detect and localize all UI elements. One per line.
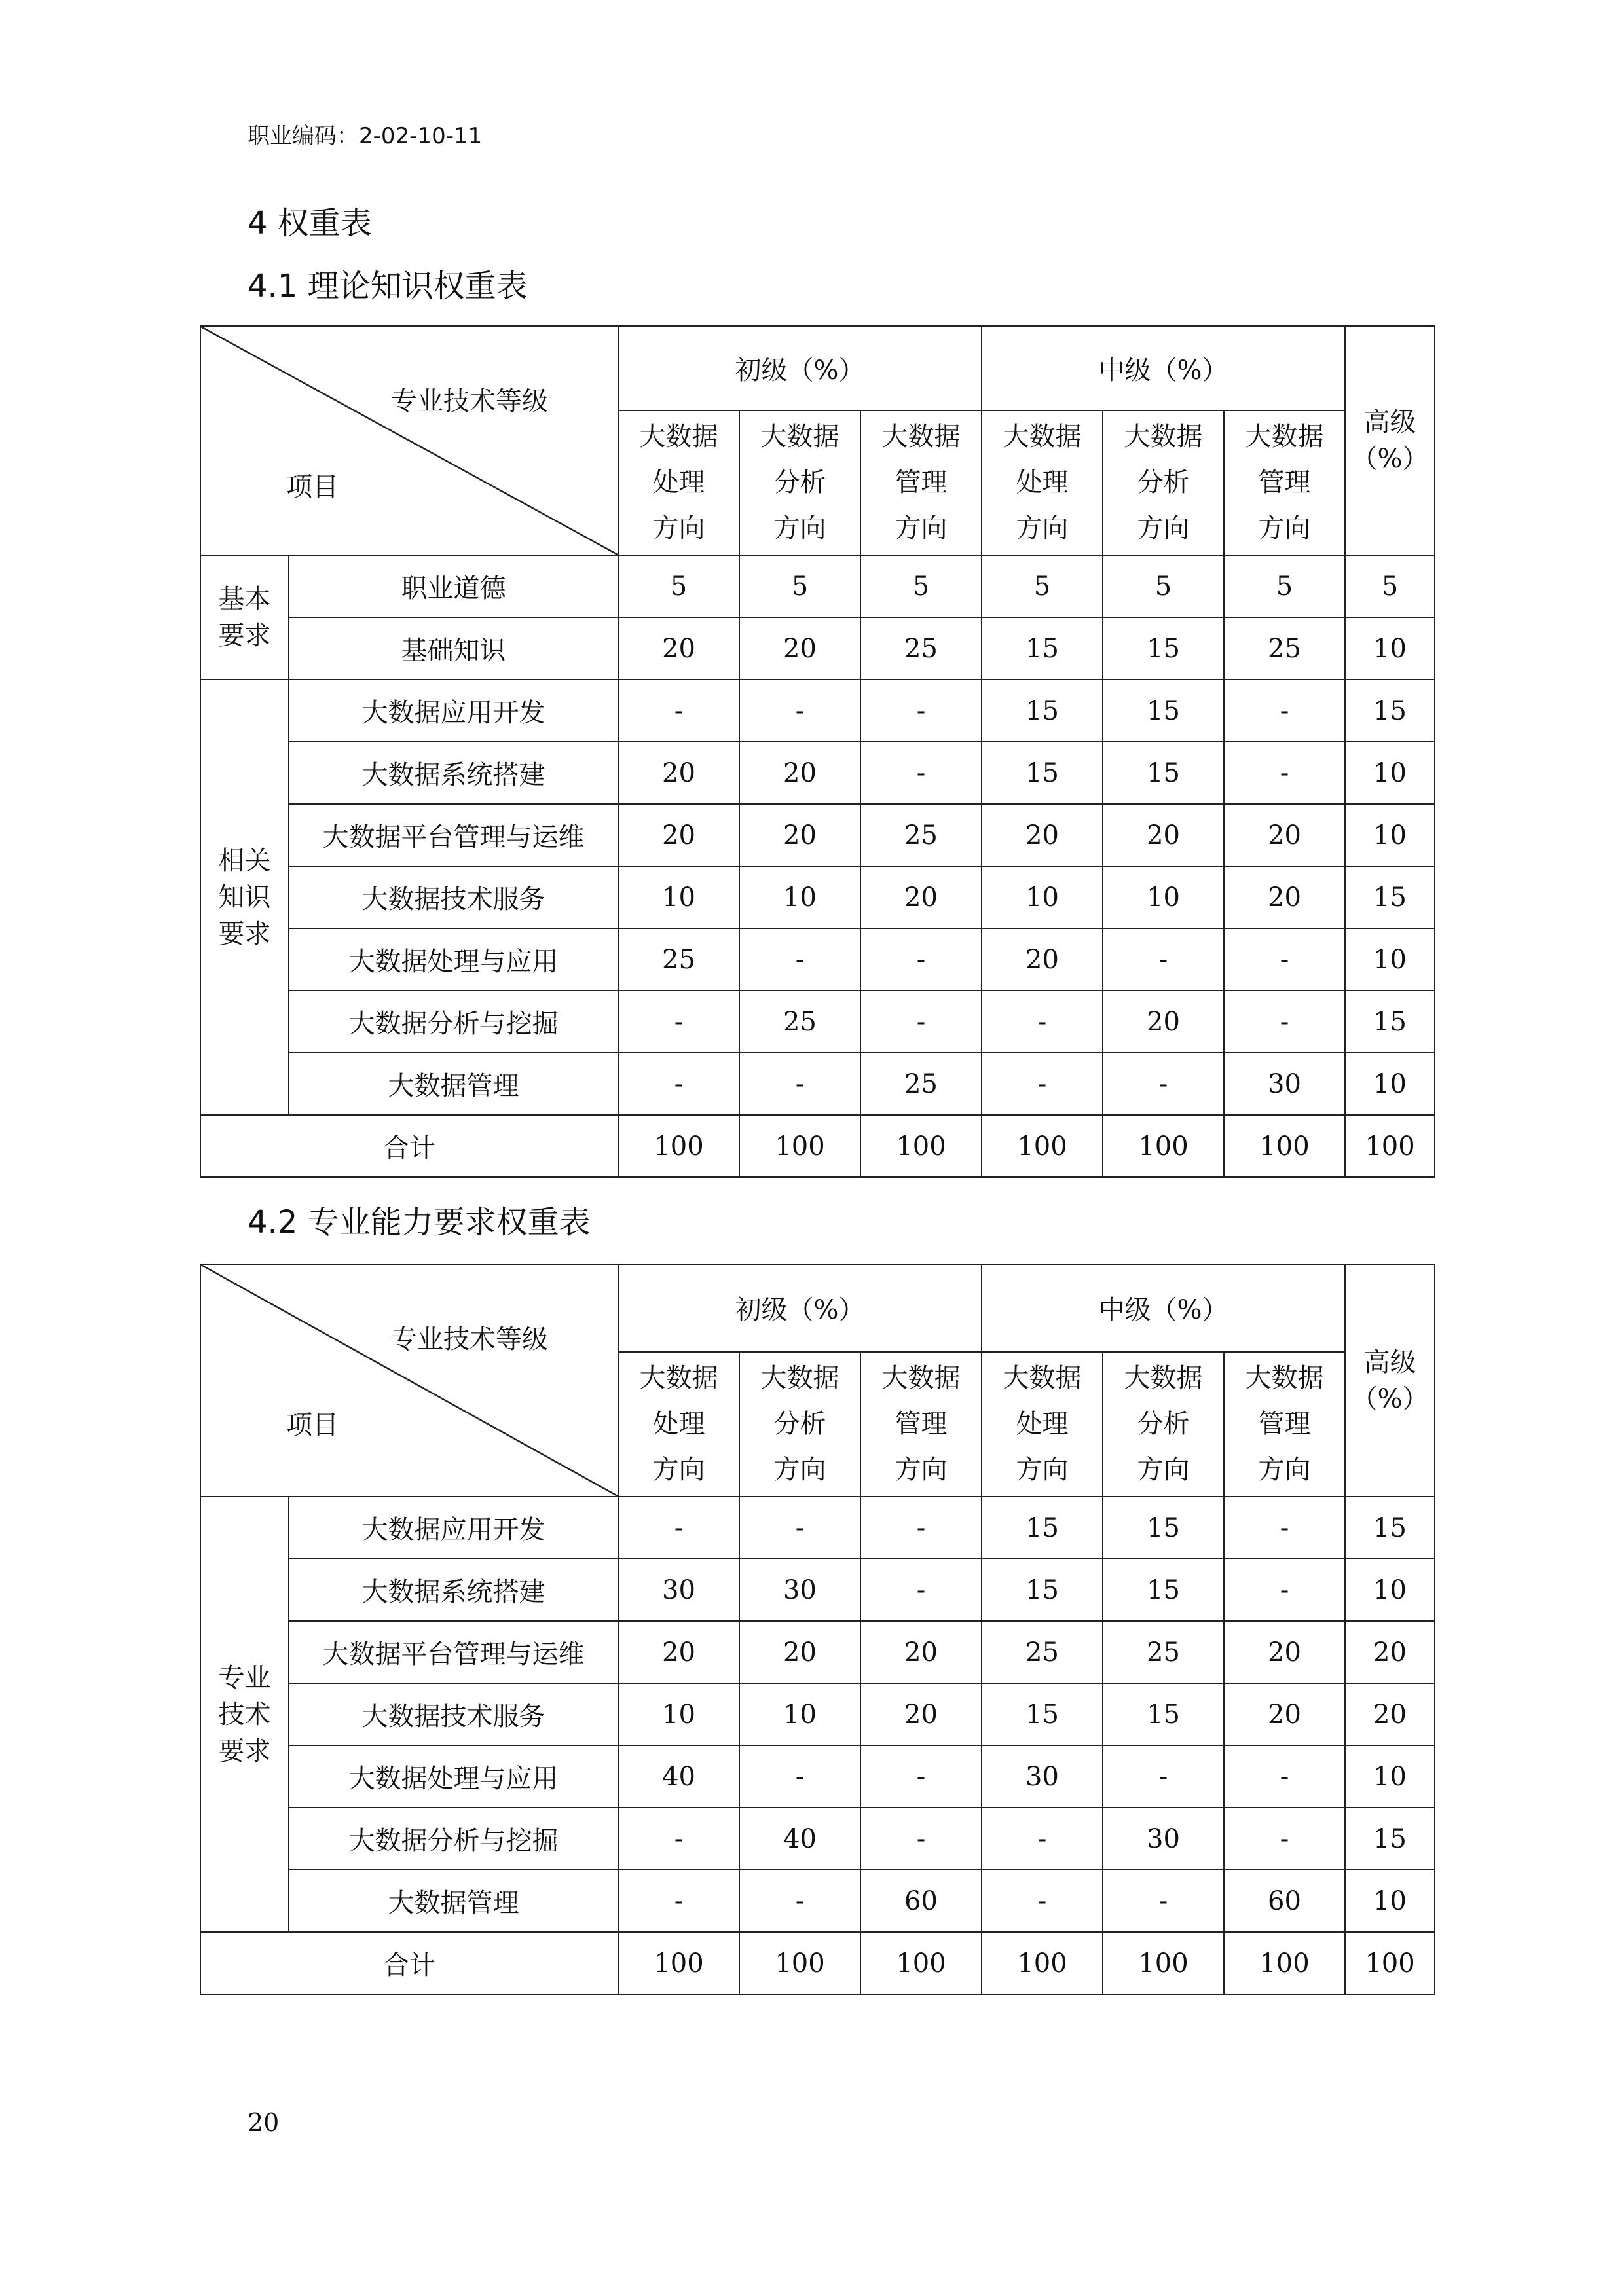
direction-header-line: 处理	[1016, 1409, 1069, 1440]
group-header-advanced	[1345, 326, 1435, 555]
diag-label-level: 专业技术等级	[391, 386, 548, 416]
table-row	[200, 1497, 1435, 1559]
total-row	[200, 1932, 1435, 1994]
row-item: 大数据平台管理与运维	[289, 804, 618, 866]
weight-cell: 20	[739, 804, 860, 866]
section-label-line: 要求	[218, 621, 271, 651]
direction-header	[982, 1352, 1103, 1497]
row-item: 大数据管理	[289, 1053, 618, 1115]
weight-cell: 60	[1224, 1870, 1345, 1932]
theory-knowledge-weight-table	[200, 325, 1435, 1178]
weight-cell: 30	[982, 1745, 1103, 1808]
direction-header-line: 大数据	[639, 422, 718, 452]
weight-cell: 20	[1103, 991, 1224, 1053]
weight-cell: -	[982, 1053, 1103, 1115]
direction-header	[1224, 410, 1345, 555]
direction-header-line: 方向	[1258, 513, 1311, 544]
row-item: 大数据系统搭建	[289, 742, 618, 804]
weight-cell: 25	[982, 1621, 1103, 1683]
section-label-line: 专业	[218, 1662, 271, 1693]
direction-header-line: 方向	[652, 513, 705, 544]
direction-header-line: 分析	[773, 1409, 826, 1440]
table-row	[200, 1808, 1435, 1870]
diag-label-level: 专业技术等级	[391, 1324, 548, 1355]
total-cell: 100	[1345, 1115, 1435, 1177]
weight-cell: -	[860, 991, 982, 1053]
direction-header-line: 方向	[1258, 1455, 1311, 1485]
weight-cell: 25	[1103, 1621, 1224, 1683]
direction-header	[1224, 1352, 1345, 1497]
weight-cell: -	[1224, 680, 1345, 742]
weight-cell: 20	[860, 1621, 982, 1683]
weight-cell: 20	[618, 804, 739, 866]
weight-cell: -	[739, 1497, 860, 1559]
direction-header-line: 大数据	[760, 1363, 840, 1394]
total-cell: 100	[1345, 1932, 1435, 1994]
direction-header-line: 处理	[652, 467, 705, 498]
table-row	[200, 1053, 1435, 1115]
row-item: 大数据分析与挖掘	[289, 1808, 618, 1870]
weight-cell: 25	[739, 991, 860, 1053]
total-label: 合计	[200, 1115, 618, 1177]
weight-cell: 15	[1103, 617, 1224, 680]
weight-cell: -	[618, 1497, 739, 1559]
weight-cell: 40	[618, 1745, 739, 1808]
weight-cell: 20	[860, 866, 982, 928]
weight-cell: -	[1103, 1745, 1224, 1808]
weight-cell: 20	[982, 804, 1103, 866]
group-header-junior: 初级（%）	[618, 1264, 982, 1352]
weight-cell: -	[982, 1870, 1103, 1932]
weight-cell: 15	[1103, 1559, 1224, 1621]
weight-cell: 30	[739, 1559, 860, 1621]
weight-cell: 25	[1224, 617, 1345, 680]
weight-cell: 15	[982, 1497, 1103, 1559]
weight-cell: 5	[1345, 555, 1435, 617]
weight-cell: 15	[982, 680, 1103, 742]
section-label-line: 相关	[218, 845, 271, 876]
table-row	[200, 1870, 1435, 1932]
weight-cell: 15	[1103, 742, 1224, 804]
direction-header-line: 处理	[652, 1409, 705, 1440]
weight-cell: 25	[860, 617, 982, 680]
weight-cell: -	[1224, 991, 1345, 1053]
weight-cell: 60	[860, 1870, 982, 1932]
direction-header	[860, 1352, 982, 1497]
table-row	[200, 1683, 1435, 1745]
direction-header-line: 大数据	[1124, 422, 1203, 452]
section-label	[200, 1497, 289, 1932]
diagonal-line	[201, 1265, 618, 1496]
weight-cell: 20	[860, 1683, 982, 1745]
weight-cell: 30	[1224, 1053, 1345, 1115]
weight-cell: 10	[1345, 1745, 1435, 1808]
advanced-unit: （%）	[1351, 444, 1429, 474]
weight-cell: 15	[1345, 680, 1435, 742]
weight-cell: -	[860, 680, 982, 742]
weight-cell: 10	[618, 1683, 739, 1745]
direction-header-line: 方向	[1137, 513, 1190, 544]
section-title: 4 权重表	[248, 205, 372, 242]
weight-cell: 5	[860, 555, 982, 617]
total-cell: 100	[860, 1115, 982, 1177]
direction-header-line: 方向	[1016, 1455, 1069, 1485]
weight-cell: 15	[1345, 1808, 1435, 1870]
direction-header-line: 分析	[773, 467, 826, 498]
direction-header-line: 方向	[773, 1455, 826, 1485]
total-row	[200, 1115, 1435, 1177]
total-cell: 100	[618, 1115, 739, 1177]
weight-cell: 15	[982, 1559, 1103, 1621]
weight-cell: 20	[1224, 866, 1345, 928]
row-item: 大数据处理与应用	[289, 1745, 618, 1808]
direction-header-line: 方向	[895, 1455, 948, 1485]
weight-cell: 15	[1345, 866, 1435, 928]
weight-cell: 15	[982, 1683, 1103, 1745]
direction-header-line: 方向	[1016, 513, 1069, 544]
total-cell: 100	[1103, 1115, 1224, 1177]
direction-header-line: 大数据	[1003, 1363, 1082, 1394]
weight-cell: 25	[860, 804, 982, 866]
weight-cell: 20	[618, 617, 739, 680]
weight-cell: 20	[739, 742, 860, 804]
table-row	[200, 804, 1435, 866]
group-header-intermediate: 中级（%）	[982, 1264, 1345, 1352]
direction-header-line: 分析	[1137, 1409, 1190, 1440]
table-row	[200, 680, 1435, 742]
weight-cell: 15	[1345, 991, 1435, 1053]
row-item: 大数据应用开发	[289, 680, 618, 742]
weight-cell: -	[739, 928, 860, 991]
weight-cell: -	[618, 1808, 739, 1870]
direction-header	[618, 410, 739, 555]
table-row	[200, 617, 1435, 680]
direction-header-line: 大数据	[1245, 422, 1324, 452]
weight-cell: -	[739, 680, 860, 742]
weight-cell: 30	[618, 1559, 739, 1621]
weight-cell: -	[1103, 928, 1224, 991]
weight-cell: 15	[1103, 1497, 1224, 1559]
direction-header-line: 方向	[773, 513, 826, 544]
direction-header-line: 方向	[652, 1455, 705, 1485]
direction-header-line: 方向	[895, 513, 948, 544]
total-cell: 100	[860, 1932, 982, 1994]
row-item: 大数据平台管理与运维	[289, 1621, 618, 1683]
diagonal-header-cell	[200, 1264, 618, 1497]
direction-header-line: 大数据	[760, 422, 840, 452]
total-cell: 100	[618, 1932, 739, 1994]
group-header-intermediate: 中级（%）	[982, 326, 1345, 410]
professional-ability-weight-table	[200, 1264, 1435, 1995]
page-number: 20	[248, 2108, 280, 2137]
direction-header-line: 大数据	[639, 1363, 718, 1394]
weight-cell: 15	[1345, 1497, 1435, 1559]
direction-header-line: 大数据	[1245, 1363, 1324, 1394]
diag-label-item: 项目	[286, 472, 339, 502]
row-item: 大数据分析与挖掘	[289, 991, 618, 1053]
weight-cell: 20	[1345, 1621, 1435, 1683]
section-label-line: 知识	[218, 882, 271, 913]
weight-cell: 10	[1345, 928, 1435, 991]
weight-cell: 10	[739, 866, 860, 928]
weight-cell: -	[860, 928, 982, 991]
weight-cell: 10	[1345, 1870, 1435, 1932]
weight-cell: 5	[1224, 555, 1345, 617]
table-row	[200, 866, 1435, 928]
direction-header	[739, 1352, 860, 1497]
table2-title: 4.2 专业能力要求权重表	[248, 1204, 591, 1241]
weight-cell: 10	[1345, 804, 1435, 866]
weight-cell: -	[618, 1870, 739, 1932]
row-item: 大数据技术服务	[289, 866, 618, 928]
table-row	[200, 1621, 1435, 1683]
total-cell: 100	[1103, 1932, 1224, 1994]
weight-cell: 15	[982, 742, 1103, 804]
table-row	[200, 555, 1435, 617]
weight-cell: -	[1103, 1870, 1224, 1932]
weight-cell: 40	[739, 1808, 860, 1870]
total-cell: 100	[739, 1115, 860, 1177]
weight-cell: -	[1224, 1497, 1345, 1559]
weight-cell: 25	[860, 1053, 982, 1115]
weight-cell: 20	[982, 928, 1103, 991]
direction-header	[739, 410, 860, 555]
table-row	[200, 991, 1435, 1053]
weight-cell: 5	[982, 555, 1103, 617]
table-row	[200, 1745, 1435, 1808]
weight-cell: 5	[739, 555, 860, 617]
weight-cell: 15	[982, 617, 1103, 680]
table-row	[200, 1559, 1435, 1621]
row-item: 基础知识	[289, 617, 618, 680]
weight-cell: 20	[739, 617, 860, 680]
diag-label-item: 项目	[286, 1410, 339, 1440]
direction-header-line: 处理	[1016, 467, 1069, 498]
weight-cell: -	[860, 1745, 982, 1808]
weight-cell: 5	[618, 555, 739, 617]
section-label	[200, 680, 289, 1115]
row-item: 大数据应用开发	[289, 1497, 618, 1559]
advanced-unit: （%）	[1351, 1383, 1429, 1414]
direction-header-line: 管理	[895, 1409, 948, 1440]
occupation-code: 职业编码：2-02-10-11	[248, 123, 483, 149]
weight-cell: 10	[1345, 617, 1435, 680]
section-label-line: 要求	[218, 919, 271, 949]
header-row-groups	[200, 326, 1435, 410]
direction-header	[1103, 1352, 1224, 1497]
weight-cell: 20	[618, 1621, 739, 1683]
direction-header-line: 分析	[1137, 467, 1190, 498]
weight-cell: 10	[618, 866, 739, 928]
total-cell: 100	[982, 1932, 1103, 1994]
direction-header	[618, 1352, 739, 1497]
row-item: 大数据技术服务	[289, 1683, 618, 1745]
diagonal-line	[201, 327, 618, 555]
total-cell: 100	[1224, 1932, 1345, 1994]
table-row	[200, 928, 1435, 991]
weight-cell: 15	[1103, 1683, 1224, 1745]
weight-cell: 10	[739, 1683, 860, 1745]
weight-cell: -	[1103, 1053, 1224, 1115]
row-item: 大数据管理	[289, 1870, 618, 1932]
weight-cell: -	[1224, 1808, 1345, 1870]
direction-header	[860, 410, 982, 555]
weight-cell: 20	[1224, 1621, 1345, 1683]
section-label-line: 技术	[218, 1699, 271, 1730]
weight-cell: -	[860, 742, 982, 804]
weight-cell: 25	[618, 928, 739, 991]
weight-cell: 10	[982, 866, 1103, 928]
weight-cell: -	[1224, 928, 1345, 991]
section-label	[200, 555, 289, 680]
direction-header-line: 大数据	[1124, 1363, 1203, 1394]
weight-cell: -	[982, 1808, 1103, 1870]
advanced-label: 高级	[1363, 1347, 1416, 1377]
direction-header-line: 大数据	[881, 422, 961, 452]
advanced-label: 高级	[1363, 407, 1416, 437]
weight-cell: 20	[618, 742, 739, 804]
table1-title: 4.1 理论知识权重表	[248, 268, 528, 304]
direction-header-line: 大数据	[881, 1363, 961, 1394]
weight-cell: 20	[1224, 804, 1345, 866]
section-label-line: 要求	[218, 1736, 271, 1766]
weight-cell: -	[739, 1870, 860, 1932]
weight-cell: 10	[1345, 742, 1435, 804]
weight-cell: 10	[1345, 1559, 1435, 1621]
weight-cell: 30	[1103, 1808, 1224, 1870]
direction-header-line: 大数据	[1003, 422, 1082, 452]
weight-cell: 20	[1103, 804, 1224, 866]
weight-cell: 10	[1345, 1053, 1435, 1115]
weight-cell: 15	[1103, 680, 1224, 742]
weight-cell: 20	[739, 1621, 860, 1683]
weight-cell: -	[860, 1497, 982, 1559]
total-label: 合计	[200, 1932, 618, 1994]
weight-cell: 10	[1103, 866, 1224, 928]
table-row	[200, 742, 1435, 804]
weight-cell: -	[618, 680, 739, 742]
diagonal-header-cell	[200, 326, 618, 555]
row-item: 大数据系统搭建	[289, 1559, 618, 1621]
weight-cell: -	[982, 991, 1103, 1053]
weight-cell: -	[1224, 1559, 1345, 1621]
direction-header	[1103, 410, 1224, 555]
weight-cell: 5	[1103, 555, 1224, 617]
weight-cell: 20	[1224, 1683, 1345, 1745]
weight-cell: -	[1224, 1745, 1345, 1808]
weight-cell: -	[618, 1053, 739, 1115]
section-label-line: 基本	[218, 584, 271, 614]
total-cell: 100	[739, 1932, 860, 1994]
direction-header-line: 方向	[1137, 1455, 1190, 1485]
direction-header-line: 管理	[1258, 467, 1311, 498]
weight-cell: -	[1224, 742, 1345, 804]
direction-header-line: 管理	[895, 467, 948, 498]
group-header-junior: 初级（%）	[618, 326, 982, 410]
row-item: 大数据处理与应用	[289, 928, 618, 991]
group-header-advanced	[1345, 1264, 1435, 1497]
row-item: 职业道德	[289, 555, 618, 617]
direction-header-line: 管理	[1258, 1409, 1311, 1440]
total-cell: 100	[982, 1115, 1103, 1177]
weight-cell: 20	[1345, 1683, 1435, 1745]
header-row-groups	[200, 1264, 1435, 1352]
weight-cell: -	[860, 1559, 982, 1621]
weight-cell: -	[739, 1745, 860, 1808]
direction-header	[982, 410, 1103, 555]
total-cell: 100	[1224, 1115, 1345, 1177]
weight-cell: -	[739, 1053, 860, 1115]
weight-cell: -	[618, 991, 739, 1053]
weight-cell: -	[860, 1808, 982, 1870]
